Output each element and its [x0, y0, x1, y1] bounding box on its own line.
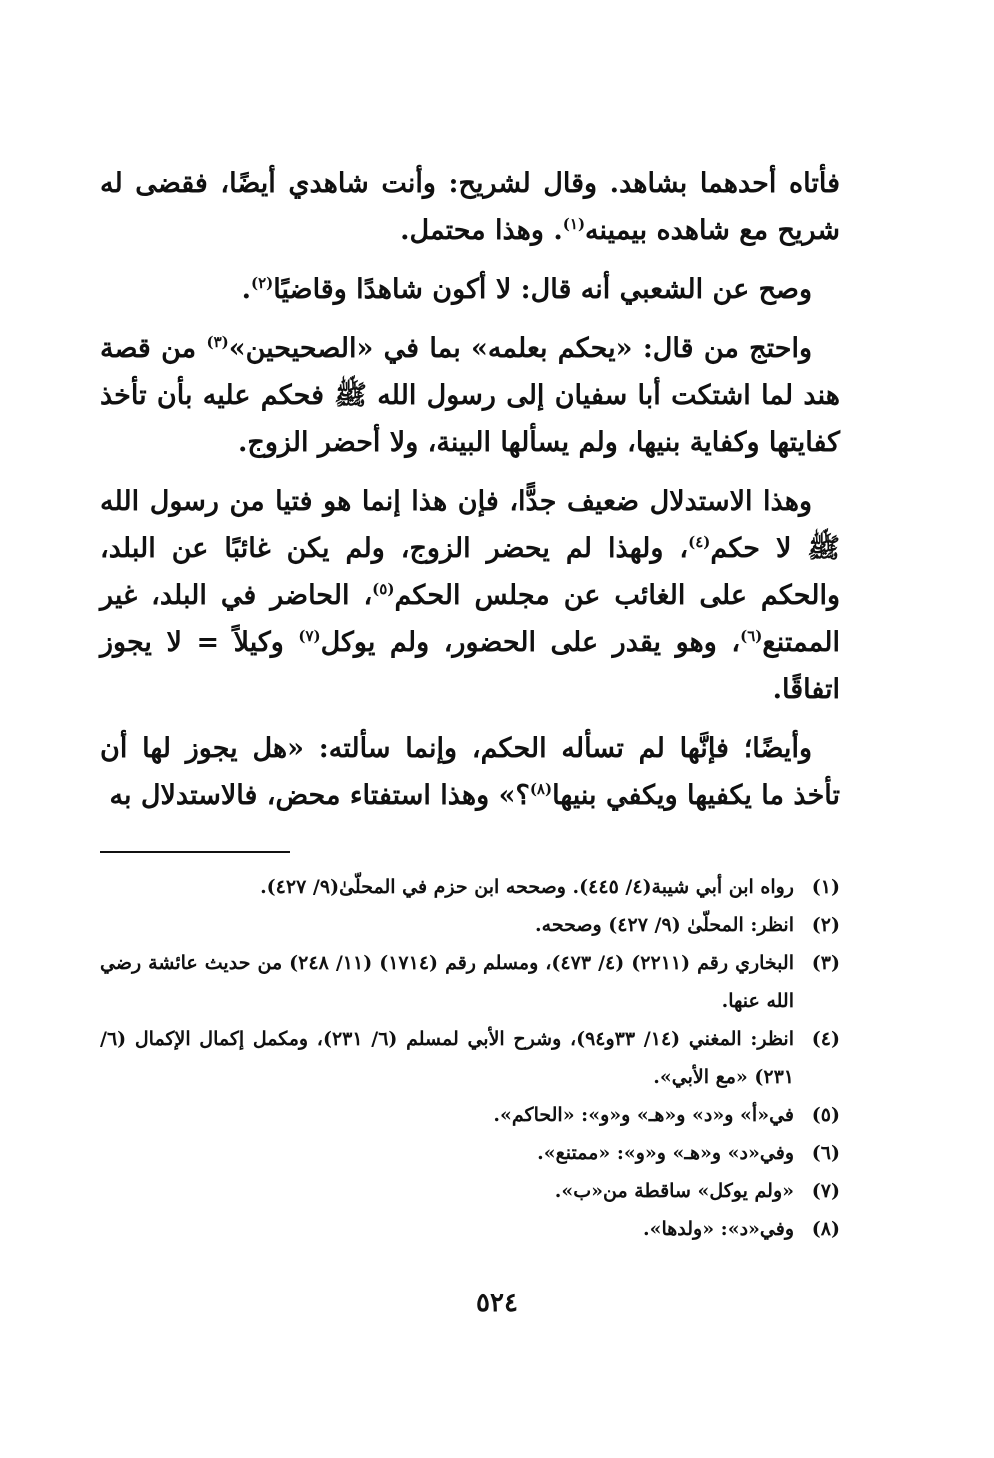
- footnote-number: (٥): [811, 1104, 840, 1126]
- footnote: [100, 868, 840, 906]
- paragraph: [100, 160, 840, 254]
- paragraph-text: ، وهو يقدر على الحضور، ولم يوكل: [320, 627, 741, 658]
- footnote: [100, 906, 840, 944]
- footnote-number: (٦): [811, 1142, 840, 1164]
- footnote-text: وفي«د»: «ولدها».: [642, 1218, 794, 1240]
- footnote: [100, 1134, 840, 1172]
- footnote: [100, 1020, 840, 1096]
- paragraph-text: وهذا الاستدلال ضعيف جدًّا، فإن هذا إنما هو فتيا من رسول الله ﷺ لا حكم: [100, 486, 840, 564]
- paragraph-text: ، الحاضر في البلد، غير الممتنع: [100, 580, 840, 658]
- footnote-number: (٤): [811, 1028, 840, 1050]
- paragraph: [100, 266, 840, 313]
- footnote-text: وفي«د» و«هـ» و«و»: «ممتنع».: [537, 1142, 794, 1164]
- main-text: [100, 160, 840, 831]
- paragraph-text: وأيضًا؛ فإنَّها لم تسأله الحكم، وإنما سألته: «هل يجوز لها أن تأخذ ما يكفيها ويكفي بنيها: [100, 733, 840, 811]
- page-number: ٥٢٤: [476, 1288, 518, 1318]
- footnote-ref: (٨): [529, 780, 553, 798]
- footnote-text: انظر: المحلّىٰ (٩/ ٤٢٧) وصححه.: [535, 914, 794, 936]
- footnote-ref: (٦): [740, 627, 763, 645]
- footnote-ref: (١): [562, 215, 586, 233]
- footnote: [100, 1096, 840, 1134]
- paragraph-text: من قصة هند لما اشتكت أبا سفيان إلى رسول الله ﷺ فحكم عليه بأن تأخذ كفايتها وكفاية بنيها، ولم يسألها البينة، ولا أحضر الزوج.: [100, 333, 840, 458]
- paragraph-text: ؟» وهذا استفتاء محض، فالاستدلال به: [109, 780, 530, 811]
- footnote-separator: [100, 851, 290, 853]
- footnotes: [100, 868, 840, 1248]
- paragraph-text: وصح عن الشعبي أنه قال: لا أكون شاهدًا وقاضيًا: [273, 274, 812, 305]
- footnote-ref: (٧): [298, 627, 321, 645]
- paragraph-text: وكيلاً = لا يجوز اتفاقًا.: [100, 627, 840, 705]
- footnote: [100, 944, 840, 1020]
- paragraph-text: .: [241, 274, 251, 305]
- paragraph-text: ، ولهذا لم يحضر الزوج، ولم يكن غائبًا عن البلد، والحكم على الغائب عن مجلس الحكم: [100, 533, 840, 611]
- footnote-number: (٢): [811, 914, 840, 936]
- footnote-number: (٨): [811, 1218, 840, 1240]
- paragraph-text: واحتج من قال: «يحكم بعلمه» بما في «الصحيحين»: [228, 333, 812, 364]
- paragraph: [100, 725, 840, 819]
- footnote-text: انظر: المغني (١٤/ ٣٣و٩٤)، وشرح الأبي لمسلم (٦/ ٢٣١)، ومكمل إكمال الإكمال (٦/ ٢٣١) «مع الأبي».: [100, 1028, 794, 1088]
- footnote-text: البخاري رقم (٢٢١١) (٤/ ٤٧٣)، ومسلم رقم (١٧١٤) (١١/ ٢٤٨) من حديث عائشة رضي الله عنها.: [100, 952, 794, 1012]
- paragraph: [100, 478, 840, 713]
- footnote: [100, 1172, 840, 1210]
- footnote-number: (٧): [811, 1180, 840, 1202]
- paragraph-text: فأتاه أحدهما بشاهد. وقال لشريح: وأنت شاهدي أيضًا، فقضى له شريح مع شاهده بيمينه: [100, 168, 840, 246]
- footnote-ref: (٤): [688, 533, 711, 551]
- footnote-number: (١): [811, 876, 840, 898]
- footnote-text: رواه ابن أبي شيبة(٤/ ٤٤٥). وصححه ابن حزم في المحلّىٰ(٩/ ٤٢٧).: [260, 876, 794, 898]
- footnote-ref: (٣): [206, 333, 229, 351]
- footnote-number: (٣): [811, 952, 840, 974]
- footnote-ref: (٢): [250, 274, 274, 292]
- footnote-ref: (٥): [372, 580, 395, 598]
- paragraph-text: . وهذا محتمل.: [400, 215, 563, 246]
- footnote-text: «ولم يوكل» ساقطة من«ب».: [554, 1180, 794, 1202]
- footnote-text: في«أ» و«د» و«هـ» و«و»: «الحاكم».: [493, 1104, 794, 1126]
- footnote: [100, 1210, 840, 1248]
- paragraph: [100, 325, 840, 466]
